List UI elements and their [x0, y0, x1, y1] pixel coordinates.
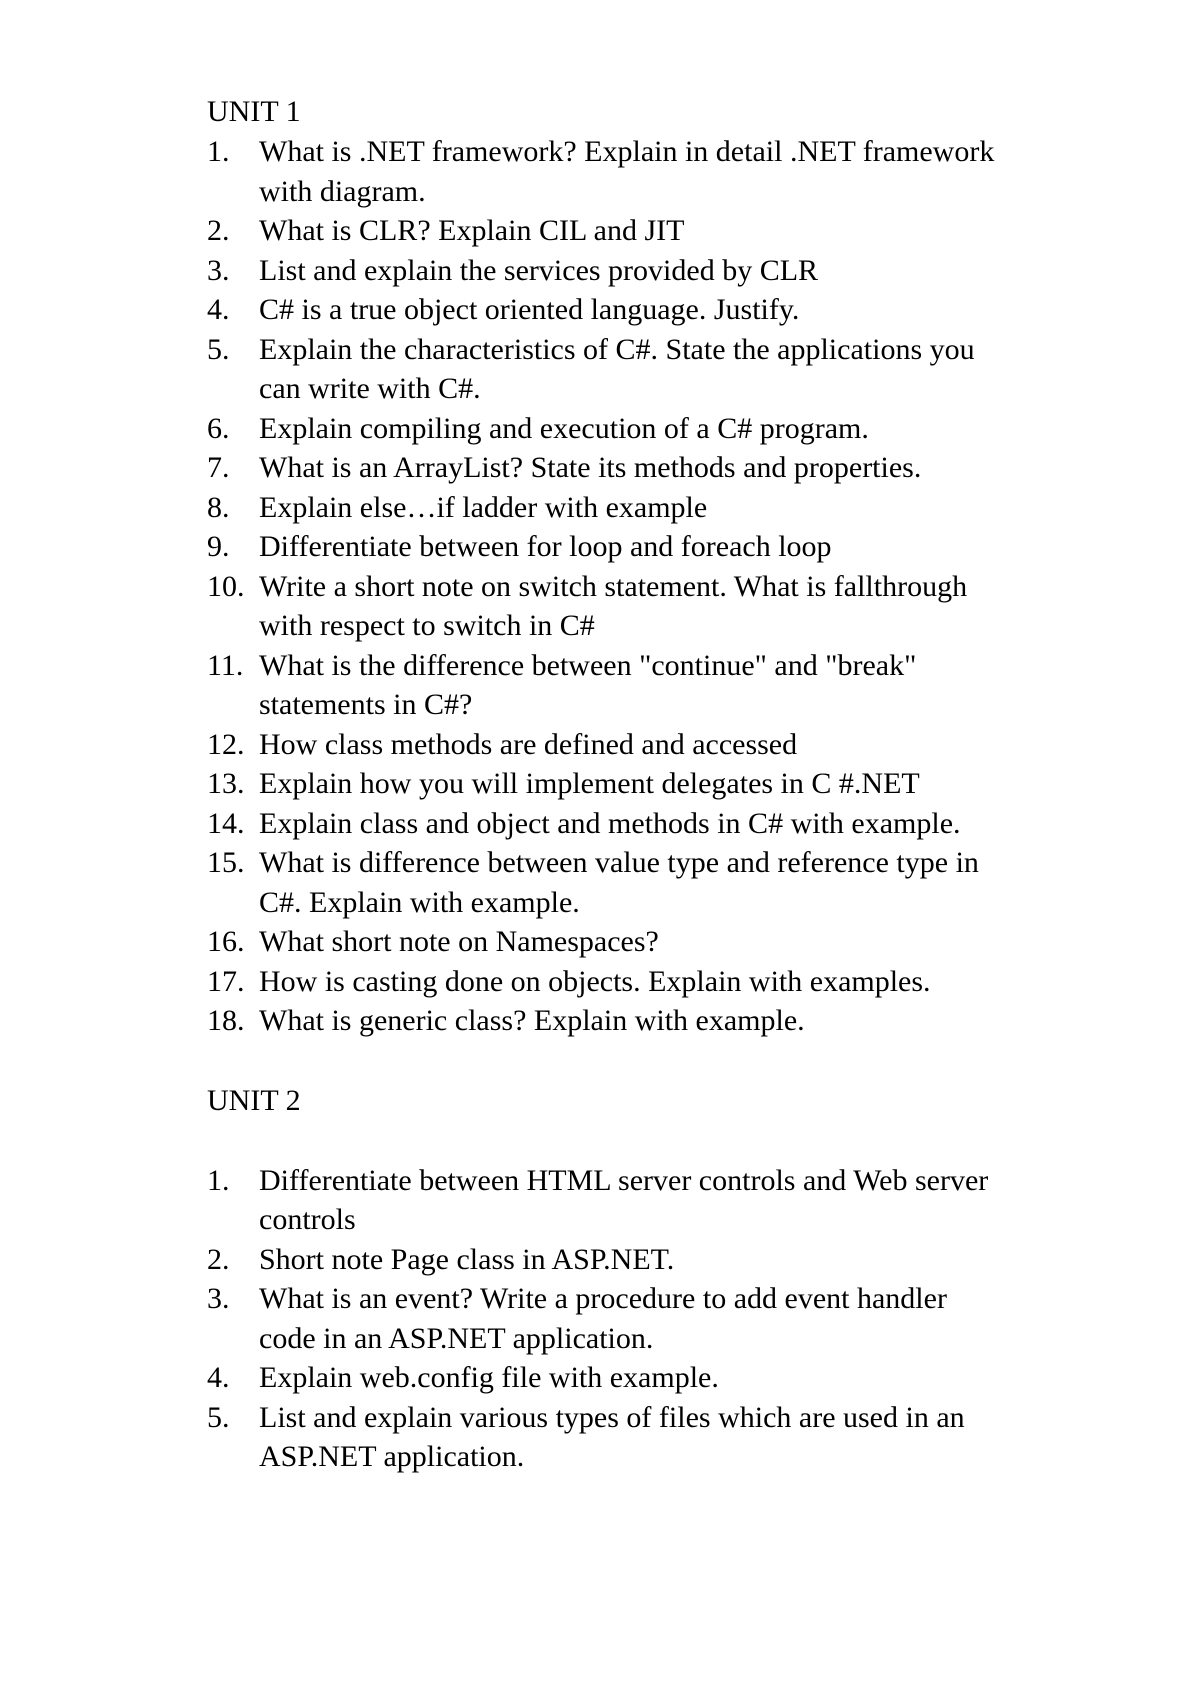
unit-1-question-list — [207, 132, 1007, 1041]
question-text: What is .NET framework? Explain in detail .NET framework with diagram. — [259, 135, 995, 208]
question-item — [207, 290, 1007, 330]
question-text: Explain compiling and execution of a C# program. — [259, 411, 869, 445]
question-number: 8. — [207, 490, 230, 524]
question-item — [207, 132, 1007, 211]
question-text: What is generic class? Explain with example. — [259, 1004, 805, 1037]
question-item — [207, 962, 1007, 1002]
question-text: What is an event? Write a procedure to add event handler code in an ASP.NET application. — [259, 1282, 947, 1355]
question-item — [207, 922, 1007, 962]
question-item — [207, 1001, 1007, 1041]
question-number: 14. — [207, 806, 245, 840]
question-text: Explain class and object and methods in C# with example. — [259, 806, 961, 840]
question-number: 7. — [207, 451, 230, 484]
question-item — [207, 1161, 1007, 1240]
question-item — [207, 1398, 1007, 1477]
question-item — [207, 1358, 1007, 1398]
question-number: 6. — [207, 411, 230, 445]
question-number: 4. — [207, 1361, 230, 1394]
question-item — [207, 843, 1007, 922]
question-item — [207, 1240, 1007, 1280]
question-number: 3. — [207, 1282, 230, 1315]
question-number: 11. — [207, 648, 244, 682]
question-text: How class methods are defined and accessed — [259, 727, 798, 761]
question-number: 17. — [207, 964, 245, 998]
question-item — [207, 646, 1007, 725]
document-page — [207, 92, 1007, 1477]
question-text: Explain web.config file with example. — [259, 1361, 719, 1394]
question-number: 9. — [207, 530, 230, 563]
question-number: 2. — [207, 1242, 230, 1276]
question-item — [207, 527, 1007, 567]
unit-2-heading: UNIT 2 — [207, 1083, 301, 1117]
question-item — [207, 448, 1007, 488]
question-number: 18. — [207, 1004, 245, 1037]
unit-2-question-list — [207, 1161, 1007, 1477]
question-text: What is difference between value type and reference type in C#. Explain with example. — [259, 846, 979, 919]
question-item — [207, 764, 1007, 804]
unit-1-heading: UNIT 1 — [207, 95, 301, 128]
question-item — [207, 725, 1007, 765]
question-text: Explain how you will implement delegates in C #.NET — [259, 767, 920, 800]
question-number: 5. — [207, 1400, 230, 1434]
question-text: Write a short note on switch statement. What is fallthrough with respect to switch in C# — [259, 569, 968, 642]
question-text: What is the difference between "continue" and "break" statements in C#? — [259, 648, 917, 721]
question-text: List and explain various types of files which are used in an ASP.NET application. — [259, 1400, 965, 1473]
question-number: 1. — [207, 1163, 230, 1197]
question-number: 5. — [207, 332, 230, 366]
question-text: Explain else…if ladder with example — [259, 490, 708, 524]
question-item — [207, 488, 1007, 528]
question-item — [207, 1279, 1007, 1358]
question-number: 10. — [207, 569, 245, 603]
question-number: 12. — [207, 727, 245, 761]
question-number: 3. — [207, 253, 230, 287]
question-number: 13. — [207, 767, 245, 800]
question-text: How is casting done on objects. Explain with examples. — [259, 964, 931, 998]
question-item — [207, 211, 1007, 251]
question-number: 1. — [207, 135, 230, 168]
question-text: What short note on Namespaces? — [259, 925, 659, 958]
question-text: What is an ArrayList? State its methods and properties. — [259, 451, 922, 484]
question-item — [207, 330, 1007, 409]
question-text: Differentiate between HTML server controls and Web server controls — [259, 1163, 989, 1236]
question-number: 15. — [207, 846, 245, 879]
question-number: 2. — [207, 214, 230, 247]
question-number: 4. — [207, 293, 230, 326]
question-text: C# is a true object oriented language. Justify. — [259, 293, 800, 326]
question-text: Explain the characteristics of C#. State the applications you can write with C#. — [259, 332, 975, 405]
question-item — [207, 567, 1007, 646]
question-number: 16. — [207, 925, 245, 958]
question-text: What is CLR? Explain CIL and JIT — [259, 214, 685, 247]
question-item — [207, 409, 1007, 449]
question-text: Differentiate between for loop and foreach loop — [259, 530, 832, 563]
question-item — [207, 804, 1007, 844]
question-item — [207, 251, 1007, 291]
question-text: List and explain the services provided by CLR — [259, 253, 819, 287]
question-text: Short note Page class in ASP.NET. — [259, 1242, 675, 1276]
